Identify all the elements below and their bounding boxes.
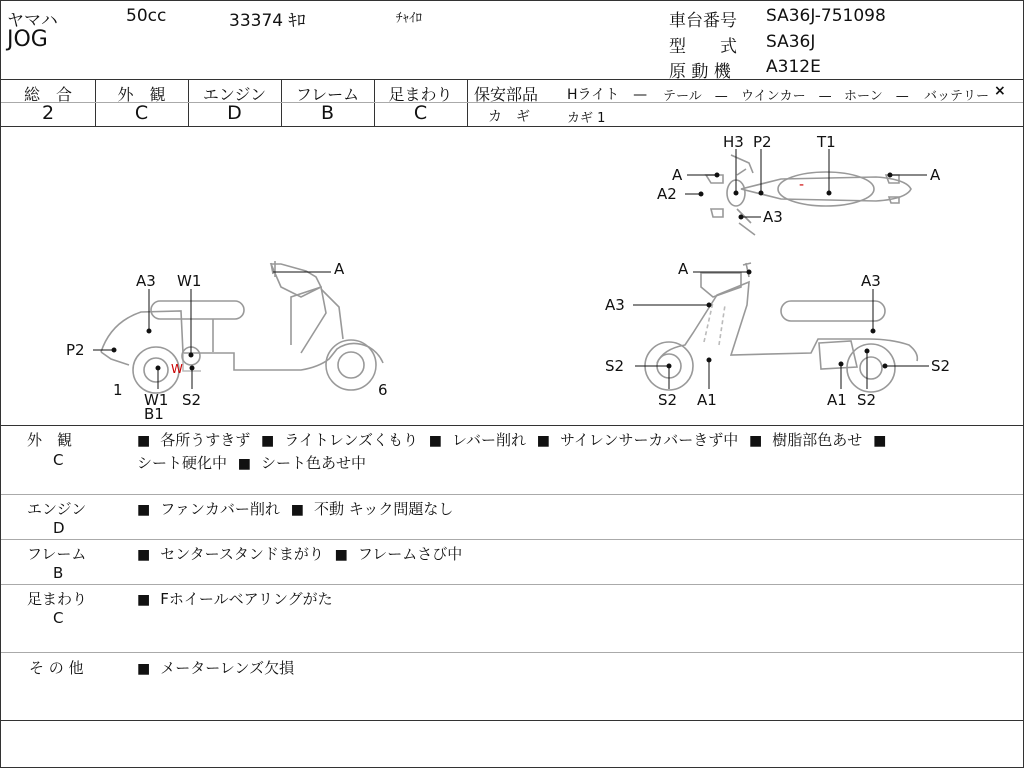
list-item: ■ フレームさび中 [335, 545, 463, 563]
label-p2: P2 [66, 341, 85, 359]
list-item: ■ メーターレンズ欠損 [137, 659, 294, 677]
remark-exterior-label: 外 観 [27, 431, 73, 449]
list-item: ■ ライトレンズくもり [261, 431, 418, 449]
engine-grade: D [227, 102, 242, 124]
remark-engine-grade: D [53, 519, 65, 537]
engine-model-label: 原 動 機 [669, 62, 731, 82]
overall-grade: 2 [41, 102, 55, 124]
remark-frame-grade: B [53, 564, 64, 582]
list-item: ■ 各所うすきず [137, 431, 250, 449]
model-name: JOG [7, 27, 48, 52]
label-w1-lower: W1 [144, 391, 169, 409]
damage-mark-left: W [171, 362, 183, 376]
remark-suspension-label: 足まわり [27, 590, 88, 608]
frame-grade: B [320, 102, 335, 124]
safety-battery: バッテリー [924, 89, 990, 104]
maker: ヤマハ [7, 11, 58, 31]
label-r-a3-left: A3 [605, 296, 625, 314]
engine-label: エンジン [202, 85, 267, 104]
list-item: シート硬化中 [137, 454, 228, 472]
exterior-label: 外 観 [117, 85, 166, 104]
list-item: ■ シート色あせ中 [238, 454, 366, 472]
remark-other-items [137, 657, 294, 678]
label-t-p2: P2 [753, 133, 772, 151]
label-s2-left: S2 [182, 391, 202, 409]
scooter-diagram [1, 127, 1023, 425]
key-label: カ ギ [488, 109, 530, 125]
label-a: A [334, 260, 345, 278]
remark-exterior-grade: C [53, 451, 64, 469]
remark-frame-label: フレーム [27, 545, 87, 563]
list-item: ■ 不動 キック問題なし [291, 500, 454, 518]
key-value: カギ 1 [567, 111, 606, 126]
safety-headlight: Hライト — [567, 87, 648, 103]
remark-suspension-grade: C [53, 609, 64, 627]
displacement: 50cc [126, 6, 167, 26]
damage-mark-top: - [799, 177, 805, 193]
color: ﾁｬｲﾛ [396, 11, 422, 26]
label-r-a1b: A1 [827, 391, 847, 409]
suspension-grade: C [413, 102, 428, 124]
type-label: 型 式 [669, 37, 737, 57]
label-r-a: A [678, 260, 689, 278]
label-r-a3-top: A3 [861, 272, 881, 290]
remark-other-label: そ の 他 [29, 659, 84, 677]
label-t-t1: T1 [817, 133, 836, 151]
safety-winker: ウインカー — [741, 89, 832, 104]
list-item: ■ レバー削れ [429, 431, 526, 449]
overall-label: 総 合 [23, 85, 72, 104]
list-item: ■ ファンカバー削れ [137, 500, 280, 518]
remark-exterior-items: ■ 各所うすきず ■ ライトレンズくもり ■ レバー削れ ■ サイレンサーカバーきず中 ■ 樹脂部色あせ ■ シート硬化中 ■ シート色あせ中 [137, 429, 1017, 475]
suspension-label: 足まわり [388, 85, 453, 104]
list-item: ■ サイレンサーカバーきず中 [537, 431, 739, 449]
label-num6: 6 [378, 381, 388, 399]
safety-tail: テール — [663, 89, 728, 104]
label-t-a2: A2 [657, 185, 677, 203]
label-t-a3: A3 [763, 208, 783, 226]
list-item: ■ 樹脂部色あせ [749, 431, 862, 449]
label-t-a-right: A [930, 166, 941, 184]
remark-frame-items [137, 543, 462, 564]
frame-no: SA36J-751098 [766, 6, 886, 26]
remark-suspension-items [137, 588, 333, 609]
safety-label: 保安部品 [474, 85, 539, 104]
safety-horn: ホーン — [844, 89, 909, 104]
remark-engine-label: エンジン [27, 500, 87, 518]
exterior-grade: C [134, 102, 149, 124]
label-num1: 1 [113, 381, 123, 399]
list-item: ■ センタースタンドまがり [137, 545, 324, 563]
label-a3: A3 [136, 272, 156, 290]
label-r-s2b: S2 [857, 391, 877, 409]
label-t-a-left: A [672, 166, 683, 184]
engine-model: A312E [766, 57, 821, 77]
label-w1: W1 [177, 272, 202, 290]
frame-no-label: 車台番号 [669, 11, 737, 31]
frame-label: フレーム [295, 85, 360, 104]
label-r-s2-right: S2 [931, 357, 951, 375]
label-r-a1: A1 [697, 391, 717, 409]
type-value: SA36J [766, 32, 816, 52]
label-t-h3: H3 [723, 133, 744, 151]
label-r-s2-left: S2 [605, 357, 625, 375]
mileage: 33374 ｷﾛ [229, 11, 306, 31]
list-item: ■ Fホイールベアリングがた [137, 590, 333, 608]
label-b1: B1 [144, 405, 164, 423]
remark-engine-items [137, 498, 453, 519]
battery-mark: × [994, 83, 1006, 99]
label-r-s2-bottom: S2 [658, 391, 678, 409]
